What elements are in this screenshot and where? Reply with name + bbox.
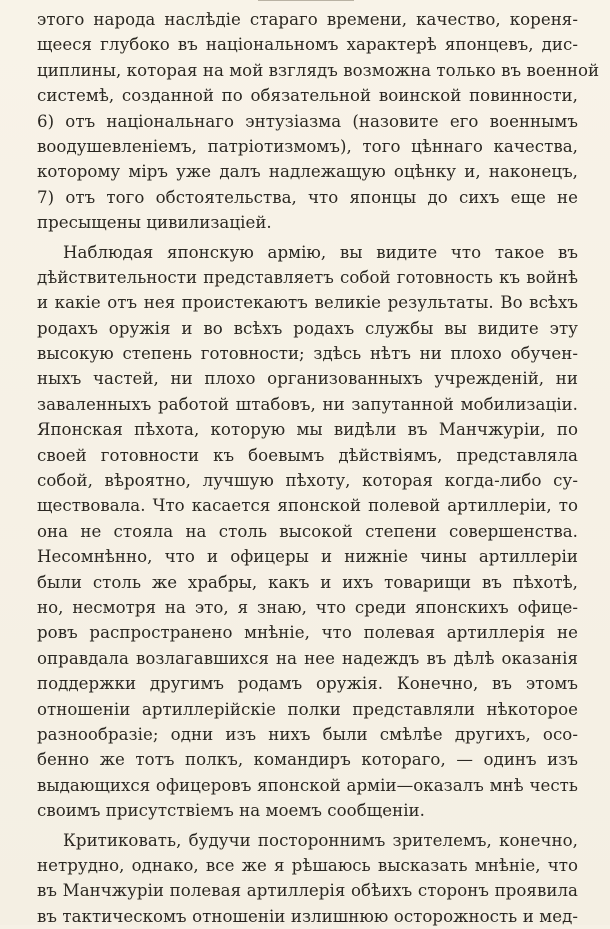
text-line: 6) отъ національнаго энтузіазма (назовите его военнымъ	[37, 109, 578, 134]
text-line: но, несмотря на это, я знаю, что среди японскихъ офице-	[37, 595, 578, 620]
text-line: своей готовности къ боевымъ дѣйствіямъ, представляла	[37, 443, 578, 468]
text-line: дѣйствительности представляетъ собой готовность къ войнѣ	[37, 265, 578, 290]
text-line: Японская пѣхота, которую мы видѣли въ Манчжуріи, по	[37, 417, 578, 442]
text-line: поддержки другимъ родамъ оружія. Конечно, въ этомъ	[37, 671, 578, 696]
text-line: заваленныхъ работой штабовъ, ни запутанной мобилизаціи.	[37, 392, 578, 417]
text-line: отношеніи артиллерійскіе полки представляли нѣкоторое	[37, 697, 578, 722]
text-line: бенно же тотъ полкъ, командиръ котораго, — одинъ изъ	[37, 747, 578, 772]
text-line: системѣ, созданной по обязательной воинской повинности,	[37, 83, 578, 108]
text-line: родахъ оружія и во всѣхъ родахъ службы вы видите эту	[37, 316, 578, 341]
text-line: этого народа наслѣдіе стараго времени, качество, кореня-	[37, 7, 578, 32]
paragraph-3	[37, 828, 578, 929]
text-line: нетрудно, однако, все же я рѣшаюсь высказать мнѣніе, что	[37, 853, 578, 878]
paragraph-1	[37, 7, 578, 236]
text-line: высокую степень готовности; здѣсь нѣтъ ни плохо обучен-	[37, 341, 578, 366]
text-line: оправдала возлагавшихся на нее надеждъ въ дѣлѣ оказанія	[37, 646, 578, 671]
text-line: 7) отъ того обстоятельства, что японцы до сихъ еще не	[37, 185, 578, 210]
paragraph-2	[37, 240, 578, 824]
text-line: воодушевленіемъ, патріотизмомъ), того цѣннаго качества,	[37, 134, 578, 159]
text-line: своимъ присутствіемъ на моемъ сообщеніи.	[37, 798, 578, 823]
text-line: разнообразіе; одни изъ нихъ были смѣлѣе другихъ, осо-	[37, 722, 578, 747]
text-line: она не стояла на столь высокой степени совершенства.	[37, 519, 578, 544]
text-line: Наблюдая японскую армію, вы видите что такое въ	[37, 240, 578, 265]
text-line: Несомнѣнно, что и офицеры и нижніе чины артиллеріи	[37, 544, 578, 569]
text-line: собой, вѣроятно, лучшую пѣхоту, которая когда-либо су-	[37, 468, 578, 493]
text-line: которому міръ уже далъ надлежащую оцѣнку и, наконецъ,	[37, 159, 578, 184]
text-line: щееся глубоко въ національномъ характерѣ японцевъ, дис-	[37, 32, 578, 57]
text-line: были столь же храбры, какъ и ихъ товарищи въ пѣхотѣ,	[37, 570, 578, 595]
text-line: ществовала. Что касается японской полевой артиллеріи, то	[37, 493, 578, 518]
page-body	[37, 7, 578, 929]
header-rule	[258, 0, 354, 1]
text-line: выдающихся офицеровъ японской арміи—оказалъ мнѣ честь	[37, 773, 578, 798]
text-line: ныхъ частей, ни плохо организованныхъ учрежденій, ни	[37, 366, 578, 391]
text-line: и какіе отъ нея проистекаютъ великіе результаты. Во всѣхъ	[37, 290, 578, 315]
text-line: въ Манчжуріи полевая артиллерія обѣихъ сторонъ проявила	[37, 878, 578, 903]
text-line: Критиковать, будучи постороннимъ зрителемъ, конечно,	[37, 828, 578, 853]
text-line: въ тактическомъ отношеніи излишнюю осторожность и мед-	[37, 904, 578, 929]
text-line: циплины, которая на мой взглядъ возможна только въ военной	[37, 58, 578, 83]
text-line: ровъ распространено мнѣніе, что полевая артиллерія не	[37, 620, 578, 645]
text-line: пресыщены цивилизаціей.	[37, 210, 578, 235]
